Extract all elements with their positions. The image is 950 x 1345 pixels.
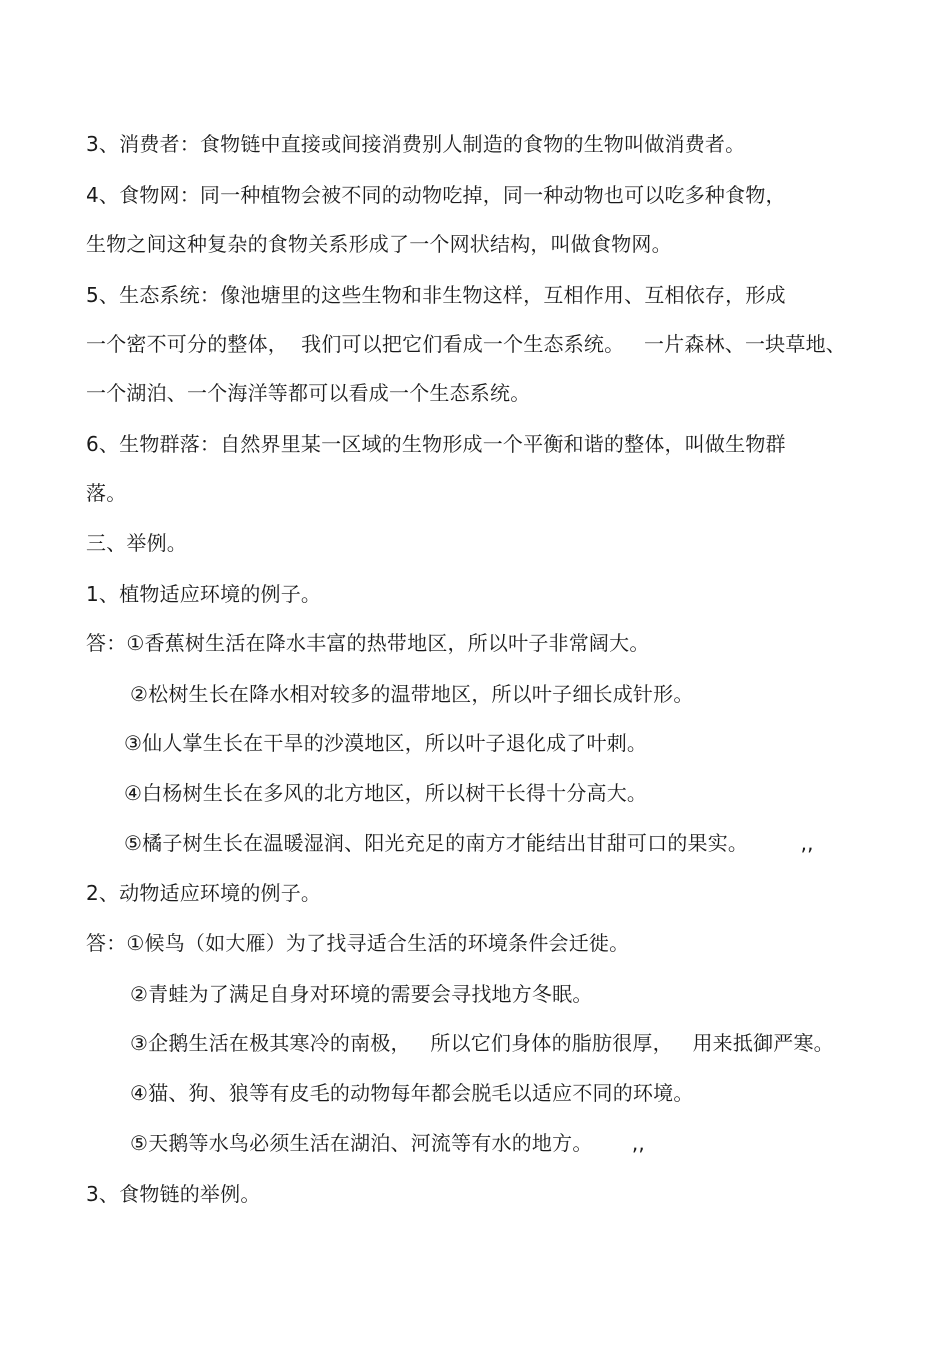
definition-ecosystem-line-2: 一个密不可分的整体， 我们可以把它们看成一个生态系统。 一片森林、一块草地、 (86, 332, 846, 356)
definition-food-web-line-2: 生物之间这种复杂的食物关系形成了一个网状结构，叫做食物网。 (86, 232, 672, 256)
answer-animal-3: ③企鹅生活在极其寒冷的南极， 所以它们身体的脂肪很厚， 用来抵御严寒。 (130, 1031, 834, 1055)
definition-food-web-line-1: 4、食物网：同一种植物会被不同的动物吃掉，同一种动物也可以吃多种食物， (86, 183, 786, 207)
answer-plant-4: ④白杨树生长在多风的北方地区，所以树干长得十分高大。 (124, 781, 648, 805)
answer-plant-3: ③仙人掌生长在干旱的沙漠地区，所以叶子退化成了叶刺。 (124, 731, 648, 755)
definition-community-line-1: 6、生物群落：自然界里某一区域的生物形成一个平衡和谐的整体，叫做生物群 (86, 432, 786, 456)
answer-plant-1: 答：①香蕉树生活在降水丰富的热带地区，所以叶子非常阔大。 (86, 631, 650, 655)
answer-plant-5: ⑤橘子树生长在温暖湿润、阳光充足的南方才能结出甘甜可口的果实。 ,, (124, 831, 814, 855)
question-plant-adaptation: 1、植物适应环境的例子。 (86, 582, 322, 606)
section-heading-examples: 三、举例。 (86, 531, 187, 555)
definition-community-line-2: 落。 (86, 481, 127, 505)
answer-animal-5: ⑤天鹅等水鸟必须生活在湖泊、河流等有水的地方。 ,, (130, 1131, 645, 1155)
answer-animal-1: 答：①候鸟（如大雁）为了找寻适合生活的环境条件会迁徙。 (86, 931, 630, 955)
answer-animal-4: ④猫、狗、狼等有皮毛的动物每年都会脱毛以适应不同的环境。 (130, 1081, 694, 1105)
definition-consumer: 3、消费者：食物链中直接或间接消费别人制造的食物的生物叫做消费者。 (86, 132, 746, 156)
question-food-chain-example: 3、食物链的举例。 (86, 1182, 261, 1206)
question-animal-adaptation: 2、动物适应环境的例子。 (86, 881, 322, 905)
answer-animal-2: ②青蛙为了满足自身对环境的需要会寻找地方冬眠。 (130, 982, 593, 1006)
definition-ecosystem-line-1: 5、生态系统：像池塘里的这些生物和非生物这样，互相作用、互相依存，形成 (86, 283, 786, 307)
definition-ecosystem-line-3: 一个湖泊、一个海洋等都可以看成一个生态系统。 (86, 381, 531, 405)
answer-plant-2: ②松树生长在降水相对较多的温带地区，所以叶子细长成针形。 (130, 682, 694, 706)
